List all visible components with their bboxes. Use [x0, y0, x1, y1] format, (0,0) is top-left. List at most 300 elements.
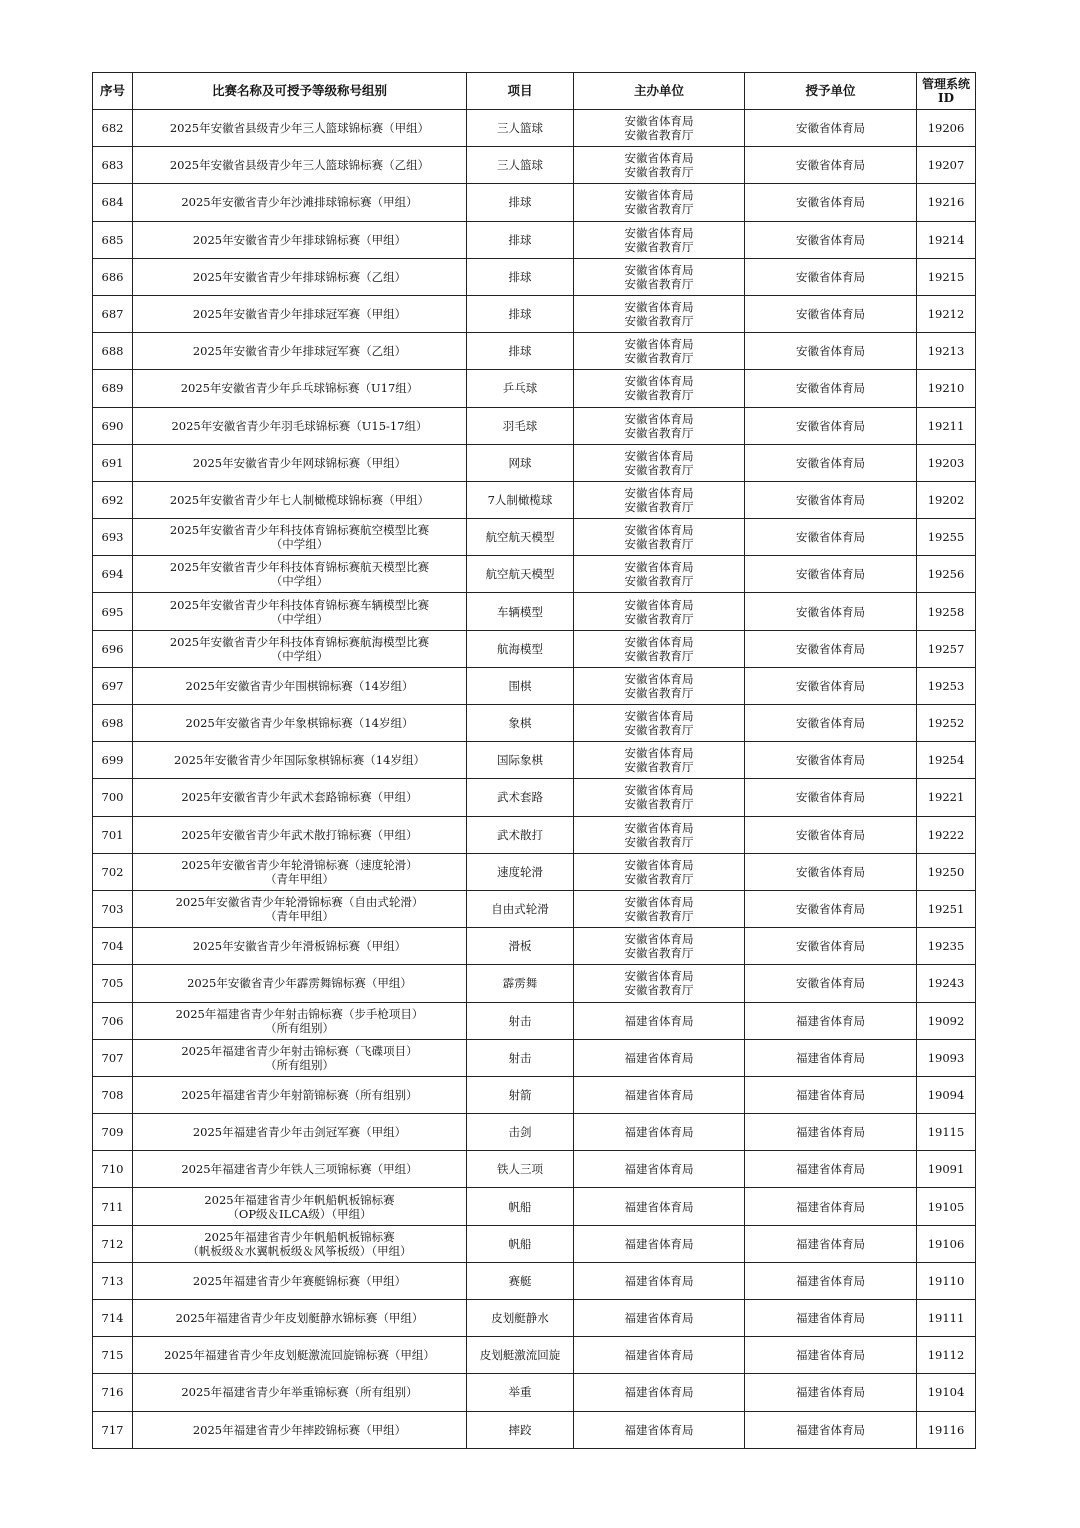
- cell-name: [133, 1225, 467, 1262]
- cell-name-line: （所有组别）: [265, 1057, 334, 1072]
- cell-grant: 安徽省体育局: [745, 779, 917, 816]
- cell-grant: 安徽省体育局: [745, 519, 917, 556]
- cell-name-line: 2025年安徽省青少年科技体育锦标赛航海模型比赛: [169, 634, 430, 649]
- cell-id: 19252: [917, 705, 976, 742]
- cell-name: [133, 1374, 467, 1411]
- cell-no: 709: [93, 1114, 133, 1151]
- cell-no: 695: [93, 593, 133, 630]
- cell-host-line: 安徽省体育局: [624, 114, 694, 129]
- cell-name: [133, 890, 467, 927]
- cell-no: 697: [93, 667, 133, 704]
- cell-host-line: 安徽省教育厅: [624, 574, 694, 589]
- cell-name: [133, 295, 467, 332]
- cell-name: [133, 1114, 467, 1151]
- table-row: [93, 1114, 976, 1151]
- cell-name-line: 2025年福建省青少年铁人三项锦标赛（甲组）: [181, 1162, 418, 1177]
- cell-host: [574, 1262, 745, 1299]
- cell-id: 19091: [917, 1151, 976, 1188]
- cell-name: [133, 1262, 467, 1299]
- cell-item: 铁人三项: [467, 1151, 574, 1188]
- cell-host: [574, 667, 745, 704]
- cell-host-line: 安徽省体育局: [624, 857, 694, 872]
- cell-id: 19235: [917, 928, 976, 965]
- cell-id: 19110: [917, 1262, 976, 1299]
- cell-id: 19216: [917, 184, 976, 221]
- cell-no: 702: [93, 853, 133, 890]
- cell-no: 683: [93, 147, 133, 184]
- cell-item: 象棋: [467, 705, 574, 742]
- cell-id: 19203: [917, 444, 976, 481]
- cell-host-line: 安徽省教育厅: [624, 425, 694, 440]
- cell-id: 19206: [917, 110, 976, 147]
- cell-host: [574, 1225, 745, 1262]
- cell-item: 车辆模型: [467, 593, 574, 630]
- cell-grant: 安徽省体育局: [745, 184, 917, 221]
- table-header: [93, 73, 976, 110]
- table-row: [93, 295, 976, 332]
- cell-name: [133, 965, 467, 1002]
- header-id-line1: 管理系统: [921, 77, 970, 91]
- cell-item: 帆船: [467, 1188, 574, 1225]
- header-host: 主办单位: [574, 73, 745, 110]
- cell-no: 713: [93, 1262, 133, 1299]
- cell-grant: 安徽省体育局: [745, 705, 917, 742]
- table-row: [93, 1411, 976, 1448]
- cell-grant: 安徽省体育局: [745, 370, 917, 407]
- cell-name-line: 2025年福建省青少年帆船帆板锦标赛: [204, 1192, 395, 1207]
- cell-id: 19214: [917, 221, 976, 258]
- cell-host-line: 安徽省教育厅: [624, 499, 694, 514]
- cell-name: [133, 816, 467, 853]
- table-row: [93, 184, 976, 221]
- cell-grant: 安徽省体育局: [745, 221, 917, 258]
- cell-no: 698: [93, 705, 133, 742]
- cell-no: 692: [93, 481, 133, 518]
- cell-host: [574, 184, 745, 221]
- cell-item: 7人制橄榄球: [467, 481, 574, 518]
- cell-name: [133, 407, 467, 444]
- cell-host-line: 福建省体育局: [624, 1348, 694, 1363]
- cell-name: [133, 630, 467, 667]
- table-row: [93, 444, 976, 481]
- cell-name-line: 2025年安徽省青少年武术套路锦标赛（甲组）: [181, 790, 418, 805]
- cell-name-line: 2025年福建省青少年击剑冠军赛（甲组）: [192, 1125, 407, 1140]
- cell-name-line: （帆板级＆水翼帆板级＆风筝板级）（甲组）: [187, 1243, 412, 1258]
- cell-item: 霹雳舞: [467, 965, 574, 1002]
- cell-host-line: 安徽省教育厅: [624, 946, 694, 961]
- cell-grant: 安徽省体育局: [745, 928, 917, 965]
- table-row: [93, 1300, 976, 1337]
- table-row: [93, 481, 976, 518]
- cell-host-line: 安徽省体育局: [624, 969, 694, 984]
- cell-no: 712: [93, 1225, 133, 1262]
- cell-name: [133, 258, 467, 295]
- cell-host: [574, 1374, 745, 1411]
- cell-id: 19092: [917, 1002, 976, 1039]
- table-row: [93, 1151, 976, 1188]
- cell-host-line: 安徽省体育局: [624, 262, 694, 277]
- cell-host-line: 安徽省体育局: [624, 820, 694, 835]
- cell-host-line: 福建省体育局: [624, 1311, 694, 1326]
- cell-host-line: 安徽省体育局: [624, 932, 694, 947]
- cell-no: 714: [93, 1300, 133, 1337]
- table-row: [93, 1039, 976, 1076]
- cell-no: 693: [93, 519, 133, 556]
- cell-no: 685: [93, 221, 133, 258]
- cell-name-line: 2025年福建省青少年射击锦标赛（步手枪项目）: [175, 1006, 424, 1021]
- cell-item: 航海模型: [467, 630, 574, 667]
- cell-name-line: 2025年安徽省青少年科技体育锦标赛车辆模型比赛: [169, 597, 430, 612]
- cell-host-line: 安徽省教育厅: [624, 797, 694, 812]
- cell-host-line: 安徽省体育局: [624, 746, 694, 761]
- cell-grant: 安徽省体育局: [745, 853, 917, 890]
- cell-host-line: 安徽省教育厅: [624, 537, 694, 552]
- cell-host-line: 安徽省体育局: [624, 783, 694, 798]
- cell-host-line: 安徽省体育局: [624, 895, 694, 910]
- cell-name-line: 2025年福建省青少年摔跤锦标赛（甲组）: [192, 1422, 407, 1437]
- cell-name-line: 2025年安徽省县级青少年三人篮球锦标赛（甲组）: [169, 121, 430, 136]
- cell-grant: 福建省体育局: [745, 1337, 917, 1374]
- cell-no: 707: [93, 1039, 133, 1076]
- cell-host-line: 福建省体育局: [624, 1385, 694, 1400]
- cell-host: [574, 481, 745, 518]
- cell-name-line: （青年甲组）: [265, 909, 334, 924]
- cell-name-line: （中学组）: [270, 648, 329, 663]
- cell-no: 696: [93, 630, 133, 667]
- cell-item: 皮划艇激流回旋: [467, 1337, 574, 1374]
- cell-host-line: 安徽省教育厅: [624, 202, 694, 217]
- table-row: [93, 556, 976, 593]
- cell-id: 19105: [917, 1188, 976, 1225]
- cell-host-line: 安徽省体育局: [624, 411, 694, 426]
- cell-grant: 福建省体育局: [745, 1300, 917, 1337]
- cell-name: [133, 221, 467, 258]
- cell-host-line: 安徽省体育局: [624, 225, 694, 240]
- cell-host-line: 安徽省教育厅: [624, 983, 694, 998]
- cell-name: [133, 779, 467, 816]
- cell-name: [133, 1076, 467, 1113]
- cell-id: 19257: [917, 630, 976, 667]
- cell-host: [574, 890, 745, 927]
- cell-name: [133, 556, 467, 593]
- cell-no: 717: [93, 1411, 133, 1448]
- cell-host-line: 安徽省体育局: [624, 523, 694, 538]
- cell-no: 686: [93, 258, 133, 295]
- cell-id: 19251: [917, 890, 976, 927]
- cell-item: 射箭: [467, 1076, 574, 1113]
- cell-id: 19221: [917, 779, 976, 816]
- cell-item: 航空航天模型: [467, 556, 574, 593]
- table-row: [93, 705, 976, 742]
- cell-id: 19094: [917, 1076, 976, 1113]
- header-id-line2: ID: [937, 91, 955, 105]
- header-grant: 授予单位: [745, 73, 917, 110]
- cell-grant: 安徽省体育局: [745, 407, 917, 444]
- competition-table: [92, 72, 976, 1449]
- cell-host-line: 安徽省教育厅: [624, 165, 694, 180]
- cell-host-line: 安徽省体育局: [624, 188, 694, 203]
- cell-host: [574, 1151, 745, 1188]
- cell-name-line: （中学组）: [270, 537, 329, 552]
- cell-host: [574, 295, 745, 332]
- cell-name: [133, 481, 467, 518]
- cell-host: [574, 853, 745, 890]
- cell-item: 排球: [467, 221, 574, 258]
- cell-id: 19222: [917, 816, 976, 853]
- cell-name-line: 2025年安徽省青少年科技体育锦标赛航天模型比赛: [169, 560, 430, 575]
- table-row: [93, 333, 976, 370]
- cell-host: [574, 1039, 745, 1076]
- table-row: [93, 1374, 976, 1411]
- cell-no: 688: [93, 333, 133, 370]
- cell-name-line: 2025年安徽省青少年排球冠军赛（乙组）: [192, 344, 407, 359]
- cell-name: [133, 110, 467, 147]
- cell-grant: 福建省体育局: [745, 1411, 917, 1448]
- cell-grant: 安徽省体育局: [745, 667, 917, 704]
- cell-host-line: 安徽省教育厅: [624, 351, 694, 366]
- cell-id: 19093: [917, 1039, 976, 1076]
- cell-no: 703: [93, 890, 133, 927]
- cell-host-line: 安徽省体育局: [624, 485, 694, 500]
- cell-no: 708: [93, 1076, 133, 1113]
- cell-no: 687: [93, 295, 133, 332]
- cell-host-line: 福建省体育局: [624, 1162, 694, 1177]
- cell-host: [574, 1188, 745, 1225]
- cell-host: [574, 444, 745, 481]
- cell-name: [133, 742, 467, 779]
- cell-host-line: 安徽省教育厅: [624, 276, 694, 291]
- cell-id: 19215: [917, 258, 976, 295]
- cell-id: 19115: [917, 1114, 976, 1151]
- cell-host: [574, 1337, 745, 1374]
- table-row: [93, 928, 976, 965]
- cell-grant: 安徽省体育局: [745, 630, 917, 667]
- cell-item: 排球: [467, 333, 574, 370]
- cell-host-line: 安徽省体育局: [624, 151, 694, 166]
- cell-name-line: 2025年福建省青少年举重锦标赛（所有组别）: [181, 1385, 418, 1400]
- cell-host-line: 福建省体育局: [624, 1013, 694, 1028]
- cell-name-line: （青年甲组）: [265, 871, 334, 886]
- table-row: [93, 1002, 976, 1039]
- cell-grant: 福建省体育局: [745, 1002, 917, 1039]
- cell-name-line: （OP级＆ILCA级）（甲组）: [227, 1206, 372, 1221]
- cell-item: 羽毛球: [467, 407, 574, 444]
- cell-grant: 安徽省体育局: [745, 110, 917, 147]
- cell-host: [574, 1411, 745, 1448]
- cell-name-line: 2025年福建省青少年皮划艇激流回旋锦标赛（甲组）: [164, 1348, 435, 1363]
- cell-name: [133, 444, 467, 481]
- cell-host: [574, 221, 745, 258]
- header-id: [917, 73, 976, 110]
- cell-name: [133, 853, 467, 890]
- cell-host-line: 安徽省教育厅: [624, 685, 694, 700]
- cell-host-line: 福建省体育局: [624, 1125, 694, 1140]
- cell-host-line: 安徽省体育局: [624, 634, 694, 649]
- cell-name: [133, 1188, 467, 1225]
- cell-item: 航空航天模型: [467, 519, 574, 556]
- cell-item: 排球: [467, 258, 574, 295]
- cell-host-line: 安徽省教育厅: [624, 871, 694, 886]
- table-row: [93, 742, 976, 779]
- table-row: [93, 258, 976, 295]
- cell-grant: 安徽省体育局: [745, 816, 917, 853]
- cell-item: 速度轮滑: [467, 853, 574, 890]
- cell-item: 皮划艇静水: [467, 1300, 574, 1337]
- cell-name-line: 2025年安徽省青少年七人制橄榄球锦标赛（甲组）: [169, 492, 430, 507]
- cell-host-line: 安徽省体育局: [624, 597, 694, 612]
- table-row: [93, 1337, 976, 1374]
- table-row: [93, 630, 976, 667]
- cell-no: 699: [93, 742, 133, 779]
- cell-host-line: 安徽省教育厅: [624, 611, 694, 626]
- cell-id: 19210: [917, 370, 976, 407]
- cell-name-line: 2025年安徽省青少年武术散打锦标赛（甲组）: [181, 827, 418, 842]
- cell-host-line: 安徽省教育厅: [624, 462, 694, 477]
- cell-host-line: 安徽省教育厅: [624, 909, 694, 924]
- cell-no: 701: [93, 816, 133, 853]
- table-row: [93, 853, 976, 890]
- cell-grant: 安徽省体育局: [745, 333, 917, 370]
- cell-host: [574, 742, 745, 779]
- cell-item: 三人篮球: [467, 110, 574, 147]
- cell-name-line: 2025年福建省青少年帆船帆板锦标赛: [204, 1229, 395, 1244]
- header-no: 序号: [93, 73, 133, 110]
- cell-name-line: （所有组别）: [265, 1020, 334, 1035]
- cell-no: 689: [93, 370, 133, 407]
- cell-host-line: 安徽省教育厅: [624, 723, 694, 738]
- cell-id: 19253: [917, 667, 976, 704]
- cell-item: 排球: [467, 184, 574, 221]
- cell-id: 19111: [917, 1300, 976, 1337]
- cell-name-line: 2025年福建省青少年皮划艇静水锦标赛（甲组）: [175, 1311, 424, 1326]
- cell-id: 19212: [917, 295, 976, 332]
- cell-name: [133, 370, 467, 407]
- cell-no: 704: [93, 928, 133, 965]
- cell-name: [133, 147, 467, 184]
- cell-host: [574, 407, 745, 444]
- cell-grant: 福建省体育局: [745, 1225, 917, 1262]
- cell-host: [574, 593, 745, 630]
- cell-name-line: 2025年安徽省青少年排球锦标赛（乙组）: [192, 269, 407, 284]
- cell-id: 19104: [917, 1374, 976, 1411]
- cell-name: [133, 333, 467, 370]
- cell-id: 19243: [917, 965, 976, 1002]
- cell-item: 摔跤: [467, 1411, 574, 1448]
- cell-name: [133, 593, 467, 630]
- table-row: [93, 779, 976, 816]
- cell-host: [574, 1076, 745, 1113]
- cell-host-line: 福建省体育局: [624, 1087, 694, 1102]
- cell-name-line: 2025年安徽省青少年滑板锦标赛（甲组）: [192, 939, 407, 954]
- cell-host: [574, 1002, 745, 1039]
- cell-host-line: 安徽省体育局: [624, 709, 694, 724]
- cell-item: 帆船: [467, 1225, 574, 1262]
- cell-host-line: 安徽省教育厅: [624, 760, 694, 775]
- cell-name-line: 2025年福建省青少年射箭锦标赛（所有组别）: [181, 1087, 418, 1102]
- cell-name-line: 2025年安徽省青少年国际象棋锦标赛（14岁组）: [174, 753, 425, 768]
- cell-host-line: 福建省体育局: [624, 1050, 694, 1065]
- cell-host: [574, 258, 745, 295]
- cell-name: [133, 667, 467, 704]
- cell-host-line: 福建省体育局: [624, 1236, 694, 1251]
- table-row: [93, 1262, 976, 1299]
- cell-grant: 安徽省体育局: [745, 742, 917, 779]
- cell-grant: 安徽省体育局: [745, 965, 917, 1002]
- cell-grant: 安徽省体育局: [745, 258, 917, 295]
- cell-id: 19207: [917, 147, 976, 184]
- cell-host-line: 安徽省体育局: [624, 671, 694, 686]
- table-row: [93, 370, 976, 407]
- cell-host: [574, 705, 745, 742]
- cell-no: 706: [93, 1002, 133, 1039]
- cell-name: [133, 928, 467, 965]
- cell-name: [133, 1300, 467, 1337]
- cell-id: 19258: [917, 593, 976, 630]
- table-row: [93, 519, 976, 556]
- cell-item: 击剑: [467, 1114, 574, 1151]
- cell-host-line: 安徽省体育局: [624, 560, 694, 575]
- cell-host-line: 安徽省教育厅: [624, 648, 694, 663]
- cell-name-line: 2025年福建省青少年射击锦标赛（飞碟项目）: [181, 1043, 418, 1058]
- cell-host-line: 安徽省教育厅: [624, 834, 694, 849]
- cell-no: 715: [93, 1337, 133, 1374]
- cell-host: [574, 1300, 745, 1337]
- cell-no: 705: [93, 965, 133, 1002]
- cell-grant: 福建省体育局: [745, 1039, 917, 1076]
- cell-name-line: 2025年安徽省青少年排球冠军赛（甲组）: [192, 307, 407, 322]
- cell-host-line: 安徽省体育局: [624, 300, 694, 315]
- cell-grant: 安徽省体育局: [745, 890, 917, 927]
- header-name: 比赛名称及可授予等级称号组别: [133, 73, 467, 110]
- cell-no: 711: [93, 1188, 133, 1225]
- cell-id: 19256: [917, 556, 976, 593]
- cell-host-line: 安徽省教育厅: [624, 239, 694, 254]
- cell-id: 19250: [917, 853, 976, 890]
- cell-host: [574, 333, 745, 370]
- table-row: [93, 147, 976, 184]
- cell-name: [133, 1411, 467, 1448]
- cell-name: [133, 1002, 467, 1039]
- cell-grant: 福建省体育局: [745, 1262, 917, 1299]
- cell-name: [133, 1337, 467, 1374]
- cell-name-line: 2025年安徽省青少年排球锦标赛（甲组）: [192, 232, 407, 247]
- table-row: [93, 221, 976, 258]
- cell-no: 691: [93, 444, 133, 481]
- cell-grant: 安徽省体育局: [745, 295, 917, 332]
- cell-name-line: （中学组）: [270, 574, 329, 589]
- cell-host-line: 安徽省教育厅: [624, 388, 694, 403]
- cell-host: [574, 630, 745, 667]
- cell-grant: 福建省体育局: [745, 1151, 917, 1188]
- cell-item: 排球: [467, 295, 574, 332]
- header-item: 项目: [467, 73, 574, 110]
- cell-item: 滑板: [467, 928, 574, 965]
- cell-name-line: 2025年安徽省青少年科技体育锦标赛航空模型比赛: [169, 523, 430, 538]
- cell-no: 690: [93, 407, 133, 444]
- cell-host-line: 福建省体育局: [624, 1273, 694, 1288]
- cell-host-line: 福建省体育局: [624, 1422, 694, 1437]
- cell-name-line: 2025年安徽省县级青少年三人篮球锦标赛（乙组）: [169, 158, 430, 173]
- cell-host-line: 安徽省教育厅: [624, 314, 694, 329]
- cell-no: 700: [93, 779, 133, 816]
- cell-name-line: 2025年福建省青少年赛艇锦标赛（甲组）: [192, 1273, 407, 1288]
- cell-name-line: 2025年安徽省青少年象棋锦标赛（14岁组）: [185, 716, 414, 731]
- cell-grant: 安徽省体育局: [745, 147, 917, 184]
- cell-item: 国际象棋: [467, 742, 574, 779]
- cell-id: 19106: [917, 1225, 976, 1262]
- cell-name: [133, 1039, 467, 1076]
- cell-host: [574, 370, 745, 407]
